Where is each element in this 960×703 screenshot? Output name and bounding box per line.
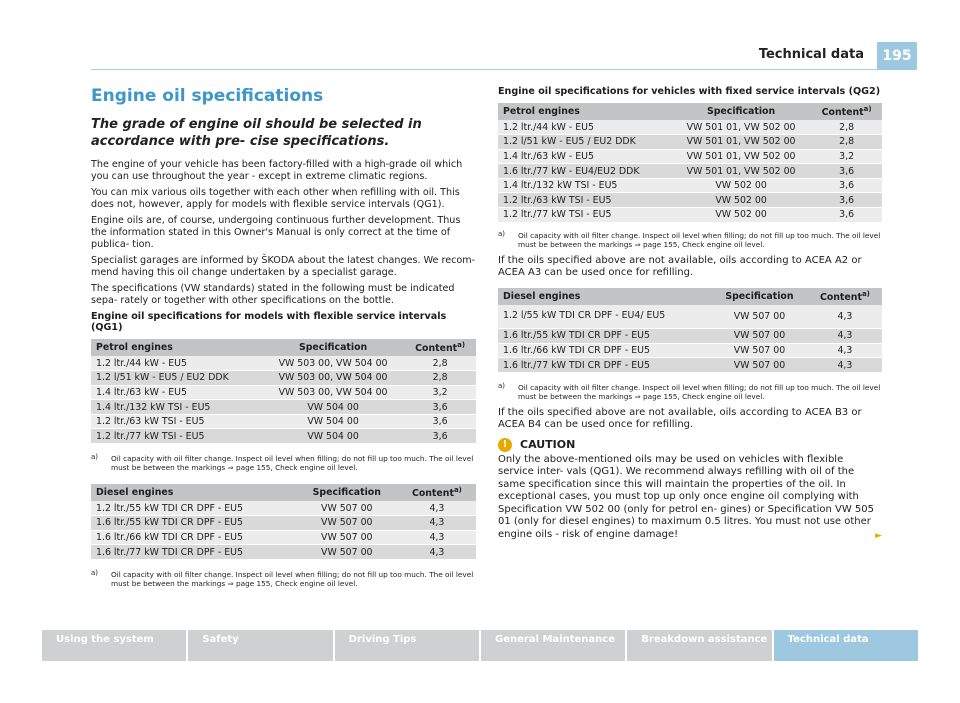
table-row xyxy=(498,358,882,373)
lead-text: The grade of engine oil should be selected in accordance with pre- cise specifications. xyxy=(91,117,422,149)
nav-tab-general-maintenance[interactable]: General Maintenance xyxy=(481,630,625,661)
table-cell: 1.6 ltr./66 kW TDI CR DPF - EU5 xyxy=(498,343,711,358)
nav-tab-using-the-system[interactable]: Using the system xyxy=(42,630,186,661)
table-cell: 1.2 ltr./63 kW TSI - EU5 xyxy=(91,414,262,429)
qg2-heading: Engine oil specifications for vehicles with fixed service intervals (QG2) xyxy=(498,86,881,97)
table-row xyxy=(498,329,882,344)
table-cell: 3,6 xyxy=(811,193,882,208)
column-header: Specification xyxy=(671,103,811,120)
table-cell: 1.4 ltr./63 kW - EU5 xyxy=(91,385,262,400)
table-cell: VW 507 00 xyxy=(711,343,808,358)
qg1-heading: Engine oil specifications for models with flexible service intervals (QG1) xyxy=(91,311,447,333)
table-row xyxy=(498,135,882,150)
paragraph: Engine oils are, of course, undergoing continuous further development. Thus the information stated in this Owner's Manual is only correct at the time of publica- tion. xyxy=(91,215,461,250)
table-cell: 1.2 ltr./77 kW TSI - EU5 xyxy=(498,208,671,223)
table-cell: VW 501 01, VW 502 00 xyxy=(671,164,811,179)
table-row xyxy=(498,305,882,329)
table-cell: VW 502 00 xyxy=(671,178,811,193)
caution-title: CAUTION xyxy=(520,438,576,452)
table-row xyxy=(91,400,476,415)
table-cell: 2,8 xyxy=(404,356,476,371)
table-row xyxy=(498,164,882,179)
table-cell: 1.2 ltr./44 kW - EU5 xyxy=(498,120,671,135)
column-header: Petrol engines xyxy=(498,103,671,120)
acea-diesel-note: If the oils specified above are not available, oils according to ACEA B3 or ACEA B4 can be used once for refilling. xyxy=(498,406,862,431)
table-cell: 4,3 xyxy=(808,343,882,358)
table-cell: 4,3 xyxy=(398,545,476,560)
warning-icon: ! xyxy=(498,438,512,452)
table-cell: 1.6 ltr./55 kW TDI CR DPF - EU5 xyxy=(91,516,296,531)
table-cell: VW 507 00 xyxy=(296,530,398,545)
header-title: Technical data xyxy=(758,47,864,62)
table-row xyxy=(91,371,476,386)
table-cell: 3,2 xyxy=(811,149,882,164)
page-number: 195 xyxy=(877,42,917,70)
column-header: Content$^{a)}$ xyxy=(808,288,882,305)
footnote: a) Oil capacity with oil filter change. Inspect oil level when filling; do not fill up too much. The oil level must be between the markings ⇒ page 155, Check engine oil level. xyxy=(498,381,881,401)
table-cell: 1.2 l/55 kW TDI CR DPF - EU4/ EU5 xyxy=(498,305,711,329)
table-cell: VW 502 00 xyxy=(671,208,811,223)
paragraph: Specialist garages are informed by ŠKODA about the latest changes. We recom- mend having this oil change undertaken by a specialist garage. xyxy=(91,255,476,278)
qg1-petrol-table xyxy=(91,339,476,444)
table-row xyxy=(91,356,476,371)
paragraph: You can mix various oils together with each other when refilling with oil. This does not, however, apply for models with flexible service intervals (QG1). xyxy=(91,187,460,210)
table-cell: 4,3 xyxy=(808,305,882,329)
table-row xyxy=(498,178,882,193)
table-cell: 4,3 xyxy=(398,501,476,516)
table-cell: VW 507 00 xyxy=(296,545,398,560)
caution-header xyxy=(498,438,882,452)
acea-petrol-note: If the oils specified above are not available, oils according to ACEA A2 or ACEA A3 can be used once for refilling. xyxy=(498,254,862,279)
nav-tab-safety[interactable]: Safety xyxy=(188,630,332,661)
table-cell: 3,2 xyxy=(404,385,476,400)
table-row xyxy=(91,414,476,429)
table-row xyxy=(91,530,476,545)
table-cell: VW 507 00 xyxy=(711,329,808,344)
nav-tab-driving-tips[interactable]: Driving Tips xyxy=(335,630,479,661)
table-cell: 1.4 ltr./63 kW - EU5 xyxy=(498,149,671,164)
page-header xyxy=(0,42,960,70)
caution-text: Only the above-mentioned oils may be used on vehicles with flexible service inter- vals (QG1). We recommend always refilling with oil of the same specification since this will maintain the properties of the oil. In exceptional cases, you must top up only once engine oil complying with Specification VW 502 00 (only for petrol en- gines) or Specification VW 505 01 (only for diesel engines) to maximum 0.5 litres. You must not use other engine oils - risk of engine damage! xyxy=(498,453,874,540)
table-cell: VW 502 00 xyxy=(671,193,811,208)
footnote: a) Oil capacity with oil filter change. Inspect oil level when filling; do not fill up too much. The oil level must be between the markings ⇒ page 155, Check engine oil level. xyxy=(91,453,474,473)
table-row xyxy=(498,208,882,223)
table-cell: 1.6 ltr./77 kW TDI CR DPF - EU5 xyxy=(498,358,711,373)
table-cell: VW 504 00 xyxy=(262,400,404,415)
continue-arrow-icon: ► xyxy=(875,531,882,542)
column-header: Specification xyxy=(296,484,398,501)
table-cell: VW 507 00 xyxy=(711,358,808,373)
table-cell: 1.6 ltr./77 kW TDI CR DPF - EU5 xyxy=(91,545,296,560)
table-cell: 1.2 ltr./44 kW - EU5 xyxy=(91,356,262,371)
column-header: Content$^{a)}$ xyxy=(398,484,476,501)
table-cell: 4,3 xyxy=(808,329,882,344)
table-cell: 1.6 ltr./66 kW TDI CR DPF - EU5 xyxy=(91,530,296,545)
table-cell: VW 507 00 xyxy=(711,305,808,329)
qg2-diesel-table xyxy=(498,288,882,373)
header-rule xyxy=(91,69,877,70)
table-cell: VW 503 00, VW 504 00 xyxy=(262,385,404,400)
page-title: Engine oil specifications xyxy=(91,86,324,106)
column-header: Diesel engines xyxy=(498,288,711,305)
table-cell: 1.4 ltr./132 kW TSI - EU5 xyxy=(91,400,262,415)
table-cell: VW 504 00 xyxy=(262,429,404,444)
table-cell: 1.4 ltr./132 kW TSI - EU5 xyxy=(498,178,671,193)
table-cell: 1.2 l/51 kW - EU5 / EU2 DDK xyxy=(91,371,262,386)
table-cell: VW 501 01, VW 502 00 xyxy=(671,149,811,164)
table-row xyxy=(498,149,882,164)
nav-tab-breakdown-assistance[interactable]: Breakdown assistance xyxy=(627,630,771,661)
column-header: Content$^{a)}$ xyxy=(404,339,476,356)
paragraph: The engine of your vehicle has been factory-filled with a high-grade oil which you can use throughout the year - except in extreme climatic regions. xyxy=(91,159,463,182)
column-header: Diesel engines xyxy=(91,484,296,501)
table-cell: 2,8 xyxy=(404,371,476,386)
table-cell: 3,6 xyxy=(811,208,882,223)
table-cell: 3,6 xyxy=(404,429,476,444)
right-column xyxy=(498,86,882,545)
table-cell: 1.2 ltr./55 kW TDI CR DPF - EU5 xyxy=(91,501,296,516)
table-row xyxy=(91,545,476,560)
table-cell: VW 503 00, VW 504 00 xyxy=(262,356,404,371)
table-row xyxy=(498,193,882,208)
qg1-diesel-table xyxy=(91,484,476,560)
footnote: a) Oil capacity with oil filter change. Inspect oil level when filling; do not fill up too much. The oil level must be between the markings ⇒ page 155, Check engine oil level. xyxy=(498,229,881,249)
table-cell: 1.6 ltr./77 kW - EU4/EU2 DDK xyxy=(498,164,671,179)
column-header: Content$^{a)}$ xyxy=(811,103,882,120)
footnote: a) Oil capacity with oil filter change. Inspect oil level when filling; do not fill up too much. The oil level must be between the markings ⇒ page 155, Check engine oil level. xyxy=(91,568,474,588)
table-row xyxy=(498,343,882,358)
table-cell: VW 507 00 xyxy=(296,501,398,516)
table-cell: 1.2 l/51 kW - EU5 / EU2 DDK xyxy=(498,135,671,150)
qg2-petrol-table xyxy=(498,103,882,223)
table-cell: VW 501 01, VW 502 00 xyxy=(671,120,811,135)
table-cell: 1.2 ltr./63 kW TSI - EU5 xyxy=(498,193,671,208)
nav-tab-technical-data[interactable]: Technical data xyxy=(774,630,918,661)
table-row xyxy=(91,501,476,516)
table-cell: 3,6 xyxy=(404,414,476,429)
table-cell: 1.2 ltr./77 kW TSI - EU5 xyxy=(91,429,262,444)
table-cell: 2,8 xyxy=(811,120,882,135)
table-cell: 3,6 xyxy=(811,164,882,179)
column-header: Petrol engines xyxy=(91,339,262,356)
table-row xyxy=(91,516,476,531)
caution-box xyxy=(498,454,882,542)
table-cell: 3,6 xyxy=(404,400,476,415)
table-cell: 3,6 xyxy=(811,178,882,193)
paragraph: The specifications (VW standards) stated in the following must be indicated sepa- rately or together with other specifications on the bottle. xyxy=(91,283,455,306)
footer-nav xyxy=(42,630,918,661)
table-row xyxy=(91,429,476,444)
left-column xyxy=(91,86,476,600)
column-header: Specification xyxy=(711,288,808,305)
column-header: Specification xyxy=(262,339,404,356)
table-cell: 1.6 ltr./55 kW TDI CR DPF - EU5 xyxy=(498,329,711,344)
table-cell: VW 504 00 xyxy=(262,414,404,429)
table-cell: 2,8 xyxy=(811,135,882,150)
table-row xyxy=(91,385,476,400)
table-cell: VW 503 00, VW 504 00 xyxy=(262,371,404,386)
table-cell: 4,3 xyxy=(398,530,476,545)
table-cell: VW 501 01, VW 502 00 xyxy=(671,135,811,150)
table-cell: 4,3 xyxy=(398,516,476,531)
table-cell: VW 507 00 xyxy=(296,516,398,531)
table-cell: 4,3 xyxy=(808,358,882,373)
table-row xyxy=(498,120,882,135)
